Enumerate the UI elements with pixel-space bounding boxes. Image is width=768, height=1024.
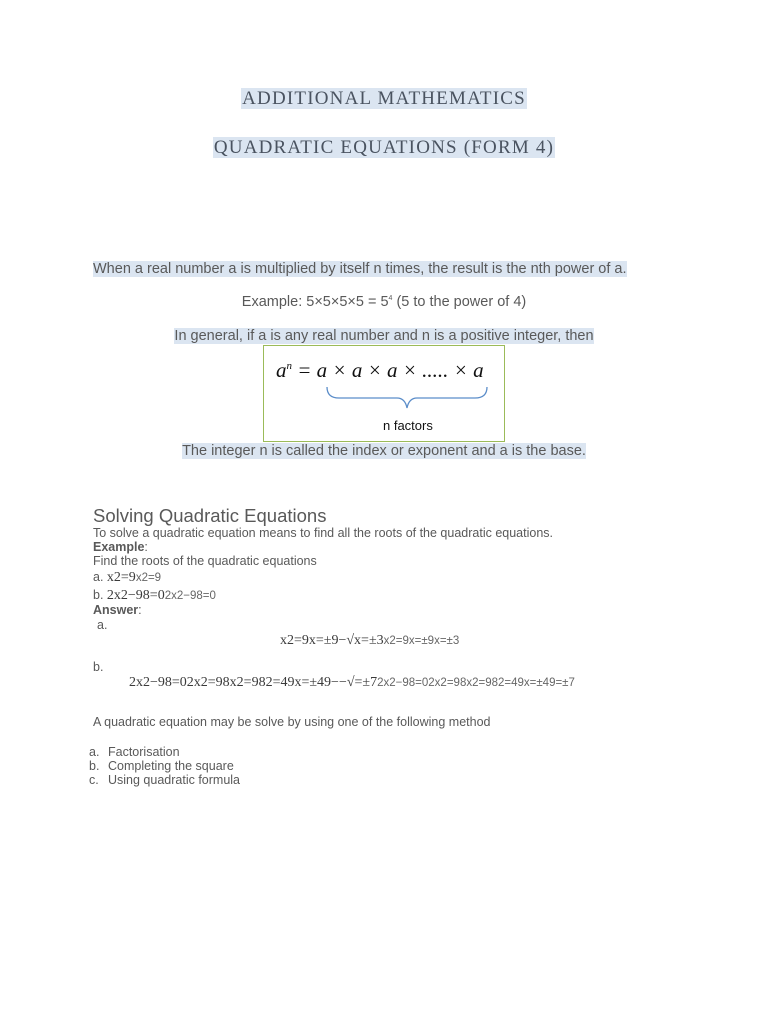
n-factors-label: n factors (383, 418, 433, 433)
answer-label-text: Answer (93, 603, 139, 617)
question-a-math: x2=9 (106, 570, 136, 585)
answer-a-equation (280, 633, 459, 649)
answer-b-label: b. (93, 660, 104, 674)
question-b-text: 2x2−98=0 (164, 590, 216, 602)
example-label (93, 540, 148, 554)
document-subtitle (0, 137, 768, 159)
answer-a-math: x2=9x=±9−√x=±3 (280, 633, 384, 648)
general-statement-text: In general, if a is any real number and n is a positive integer, then (174, 328, 594, 344)
answer-label (93, 603, 142, 617)
underbrace-icon (325, 386, 489, 414)
power-example-tail: (5 to the power of 4) (392, 294, 527, 310)
method-text: Completing the square (108, 759, 234, 773)
question-b (93, 588, 216, 604)
method-marker: a. (89, 745, 100, 759)
power-formula (276, 358, 484, 383)
power-example-text: Example: 5×5×5×5 = 5 (241, 294, 389, 310)
power-example-exponent: 4 (388, 295, 393, 303)
question-a (93, 570, 161, 586)
general-statement (0, 328, 768, 344)
index-statement (0, 443, 768, 459)
index-statement-text: The integer n is called the index or exponent and a is the base. (182, 443, 586, 459)
intro-line: When a real number a is multiplied by itself n times, the result is the nth power of a. (93, 261, 627, 277)
answer-a-text: x2=9x=±9x=±3 (383, 635, 460, 647)
question-b-label: b. (93, 588, 107, 602)
find-roots-instruction: Find the roots of the quadratic equations (93, 554, 317, 568)
method-marker: c. (89, 773, 99, 787)
power-example (0, 294, 768, 310)
document-title-text: ADDITIONAL MATHEMATICS (242, 88, 526, 109)
method-marker: b. (89, 759, 100, 773)
method-list-item (89, 745, 180, 759)
answer-b-math: 2x2−98=02x2=98x2=982=49x=±49−−√=±7 (129, 675, 378, 690)
section-description: To solve a quadratic equation means to find all the roots of the quadratic equations. (93, 526, 554, 540)
document-title (0, 88, 768, 110)
formula-exponent: n (286, 360, 292, 372)
section-heading: Solving Quadratic Equations (93, 505, 327, 526)
formula-rhs: = a × a × a × ..... × a (292, 358, 484, 382)
method-text: Using quadratic formula (108, 773, 241, 787)
question-b-math: 2x2−98=0 (106, 588, 165, 603)
intro-paragraph (93, 261, 627, 277)
question-a-text: x2=9 (135, 572, 162, 584)
answer-label-colon: : (138, 603, 142, 617)
method-text: Factorisation (108, 745, 180, 759)
question-a-label: a. (93, 570, 107, 584)
method-intro: A quadratic equation may be solve by using one of the following method (93, 715, 491, 729)
answer-a-label: a. (97, 618, 108, 632)
example-label-colon: : (144, 540, 148, 554)
answer-b-text: 2x2−98=02x2=98x2=982=49x=±49=±7 (377, 677, 575, 689)
example-label-text: Example (93, 540, 145, 554)
answer-b-equation (129, 675, 575, 691)
method-list-item (89, 759, 234, 773)
formula-base: a (276, 358, 287, 382)
method-list-item (89, 773, 240, 787)
document-subtitle-text: QUADRATIC EQUATIONS (FORM 4) (213, 137, 555, 158)
